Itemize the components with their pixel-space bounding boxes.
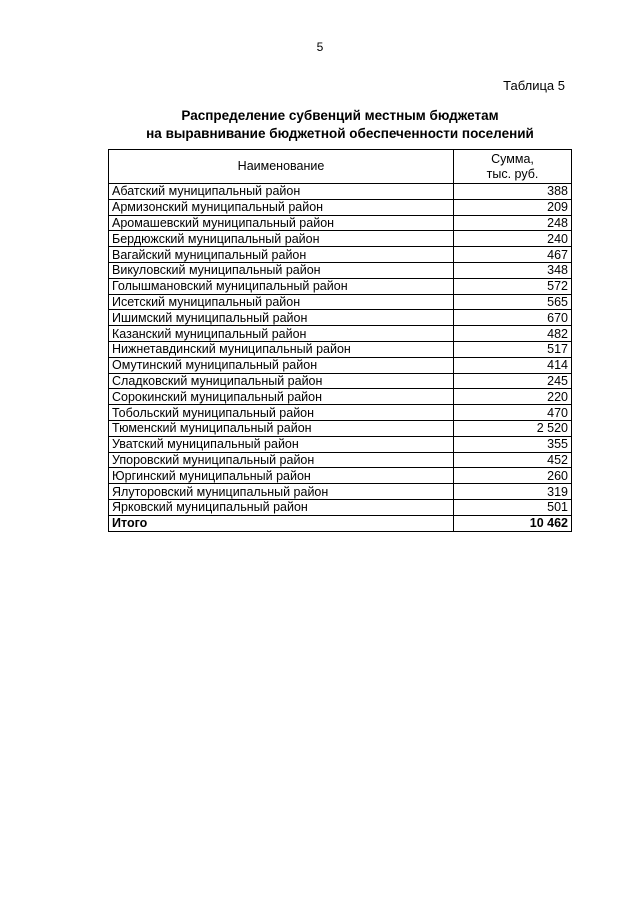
table-row — [109, 199, 572, 215]
column-header-sum-line-1: Сумма, — [491, 151, 534, 166]
table-row — [109, 341, 572, 357]
table-row — [109, 278, 572, 294]
district-name-cell: Омутинский муниципальный район — [109, 357, 454, 373]
district-name-cell: Уватский муниципальный район — [109, 436, 454, 452]
table-row — [109, 484, 572, 500]
amount-cell: 355 — [454, 436, 572, 452]
table-row — [109, 247, 572, 263]
district-name-cell: Аромашевский муниципальный район — [109, 215, 454, 231]
table-label: Таблица 5 — [503, 78, 565, 93]
amount-cell: 670 — [454, 310, 572, 326]
table-row — [109, 231, 572, 247]
table-title-line-1: Распределение субвенций местным бюджетам — [181, 108, 499, 123]
district-name-cell: Ялуторовский муниципальный район — [109, 484, 454, 500]
table-row — [109, 452, 572, 468]
amount-cell: 467 — [454, 247, 572, 263]
amount-cell: 482 — [454, 326, 572, 342]
total-row — [109, 515, 572, 531]
district-name-cell: Тюменский муниципальный район — [109, 420, 454, 436]
amount-cell: 319 — [454, 484, 572, 500]
district-name-cell: Голышмановский муниципальный район — [109, 278, 454, 294]
amount-cell: 348 — [454, 262, 572, 278]
district-name-cell: Сладковский муниципальный район — [109, 373, 454, 389]
table-row — [109, 294, 572, 310]
table-row — [109, 389, 572, 405]
table-title — [0, 107, 640, 143]
district-name-cell: Нижнетавдинский муниципальный район — [109, 341, 454, 357]
district-name-cell: Упоровский муниципальный район — [109, 452, 454, 468]
page-number: 5 — [316, 40, 324, 54]
table-row — [109, 405, 572, 421]
amount-cell: 2 520 — [454, 420, 572, 436]
amount-cell: 209 — [454, 199, 572, 215]
table-row — [109, 310, 572, 326]
district-name-cell: Исетский муниципальный район — [109, 294, 454, 310]
amount-cell: 248 — [454, 215, 572, 231]
district-name-cell: Армизонский муниципальный район — [109, 199, 454, 215]
amount-cell: 452 — [454, 452, 572, 468]
subsidy-table — [108, 149, 572, 532]
table-header-row — [109, 150, 572, 184]
district-name-cell: Сорокинский муниципальный район — [109, 389, 454, 405]
table-row — [109, 357, 572, 373]
amount-cell: 572 — [454, 278, 572, 294]
table-row — [109, 420, 572, 436]
district-name-cell: Абатский муниципальный район — [109, 184, 454, 200]
district-name-cell: Ярковский муниципальный район — [109, 499, 454, 515]
table-title-line-2: на выравнивание бюджетной обеспеченности поселений — [146, 126, 534, 141]
table-row — [109, 262, 572, 278]
table-row — [109, 499, 572, 515]
table-row — [109, 468, 572, 484]
amount-cell: 501 — [454, 499, 572, 515]
district-name-cell: Вагайский муниципальный район — [109, 247, 454, 263]
amount-cell: 388 — [454, 184, 572, 200]
district-name-cell: Тобольский муниципальный район — [109, 405, 454, 421]
amount-cell: 414 — [454, 357, 572, 373]
table-row — [109, 436, 572, 452]
column-header-sum-line-2: тыс. руб. — [486, 166, 539, 181]
district-name-cell: Ишимский муниципальный район — [109, 310, 454, 326]
amount-cell: 260 — [454, 468, 572, 484]
table-body — [109, 184, 572, 532]
table-row — [109, 184, 572, 200]
district-name-cell: Бердюжский муниципальный район — [109, 231, 454, 247]
amount-cell: 517 — [454, 341, 572, 357]
amount-cell: 245 — [454, 373, 572, 389]
district-name-cell: Казанский муниципальный район — [109, 326, 454, 342]
district-name-cell: Викуловский муниципальный район — [109, 262, 454, 278]
amount-cell: 470 — [454, 405, 572, 421]
district-name-cell: Юргинский муниципальный район — [109, 468, 454, 484]
table-row — [109, 373, 572, 389]
amount-cell: 565 — [454, 294, 572, 310]
amount-cell: 240 — [454, 231, 572, 247]
column-header-sum — [454, 150, 572, 184]
amount-cell: 220 — [454, 389, 572, 405]
column-header-name: Наименование — [109, 150, 454, 184]
table-row — [109, 215, 572, 231]
table-row — [109, 326, 572, 342]
total-amount-cell: 10 462 — [454, 515, 572, 531]
total-label-cell: Итого — [109, 515, 454, 531]
